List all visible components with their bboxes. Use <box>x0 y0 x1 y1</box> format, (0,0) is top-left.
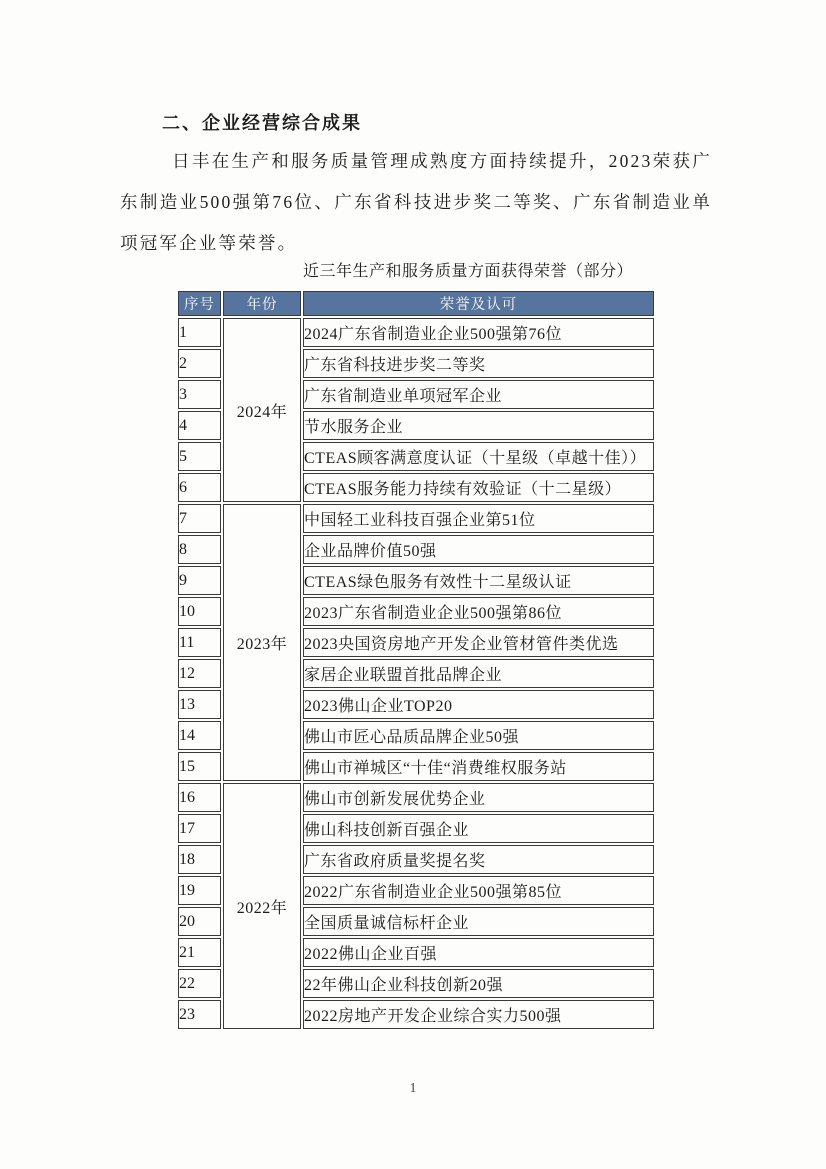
row-number-cell: 4 <box>178 411 221 440</box>
honor-cell: 企业品牌价值50强 <box>303 535 654 564</box>
row-number-cell: 1 <box>178 318 221 347</box>
year-cell: 2023年 <box>223 504 301 781</box>
section-heading: 二、企业经营综合成果 <box>162 113 362 133</box>
row-number-cell: 3 <box>178 380 221 409</box>
honor-cell: 广东省制造业单项冠军企业 <box>303 380 654 409</box>
honor-cell: 全国质量诚信标杆企业 <box>303 907 654 936</box>
row-number-cell: 14 <box>178 721 221 750</box>
honor-cell: 22年佛山企业科技创新20强 <box>303 969 654 998</box>
row-number-cell: 23 <box>178 1000 221 1029</box>
honor-cell: 佛山市禅城区“十佳“消费维权服务站 <box>303 752 654 781</box>
body-paragraph: 日丰在生产和服务质量管理成熟度方面持续提升，2023荣获广东制造业500强第76位、广东省科技进步奖二等奖、广东省制造业单项冠军企业等荣誉。 <box>120 151 712 253</box>
row-number-cell: 20 <box>178 907 221 936</box>
honor-cell: CTEAS顾客满意度认证（十星级（卓越十佳）） <box>303 442 654 471</box>
row-number-cell: 9 <box>178 566 221 595</box>
honor-cell: 2022佛山企业百强 <box>303 938 654 967</box>
column-header-honor: 荣誉及认可 <box>303 291 654 316</box>
honor-cell: 2024广东省制造业企业500强第76位 <box>303 318 654 347</box>
row-number-cell: 11 <box>178 628 221 657</box>
honor-cell: 2022广东省制造业企业500强第85位 <box>303 876 654 905</box>
honor-cell: CTEAS绿色服务有效性十二星级认证 <box>303 566 654 595</box>
honor-cell: 2023佛山企业TOP20 <box>303 690 654 719</box>
table-header-row <box>178 291 654 316</box>
row-number-cell: 12 <box>178 659 221 688</box>
honor-cell: CTEAS服务能力持续有效验证（十二星级） <box>303 473 654 502</box>
row-number-cell: 8 <box>178 535 221 564</box>
column-header-no: 序号 <box>178 291 221 316</box>
row-number-cell: 5 <box>178 442 221 471</box>
honor-cell: 2023央国资房地产开发企业管材管件类优选 <box>303 628 654 657</box>
row-number-cell: 13 <box>178 690 221 719</box>
row-number-cell: 7 <box>178 504 221 533</box>
row-number-cell: 6 <box>178 473 221 502</box>
honor-cell: 佛山科技创新百强企业 <box>303 814 654 843</box>
column-header-year: 年份 <box>223 291 301 316</box>
row-number-cell: 15 <box>178 752 221 781</box>
honor-cell: 节水服务企业 <box>303 411 654 440</box>
row-number-cell: 10 <box>178 597 221 626</box>
year-cell: 2022年 <box>223 783 301 1029</box>
honor-cell: 佛山市匠心品质品牌企业50强 <box>303 721 654 750</box>
row-number-cell: 2 <box>178 349 221 378</box>
row-number-cell: 16 <box>178 783 221 812</box>
honor-cell: 2023广东省制造业企业500强第86位 <box>303 597 654 626</box>
row-number-cell: 19 <box>178 876 221 905</box>
row-number-cell: 22 <box>178 969 221 998</box>
table-row <box>178 783 654 812</box>
page-number: 1 <box>409 1080 417 1095</box>
row-number-cell: 18 <box>178 845 221 874</box>
honors-table <box>176 289 656 1031</box>
honor-cell: 佛山市创新发展优势企业 <box>303 783 654 812</box>
honor-cell: 广东省政府质量奖提名奖 <box>303 845 654 874</box>
table-row <box>178 504 654 533</box>
honor-cell: 中国轻工业科技百强企业第51位 <box>303 504 654 533</box>
table-row <box>178 318 654 347</box>
honor-cell: 2022房地产开发企业综合实力500强 <box>303 1000 654 1029</box>
year-cell: 2024年 <box>223 318 301 502</box>
row-number-cell: 17 <box>178 814 221 843</box>
honor-cell: 广东省科技进步奖二等奖 <box>303 349 654 378</box>
honor-cell: 家居企业联盟首批品牌企业 <box>303 659 654 688</box>
table-title: 近三年生产和服务质量方面获得荣誉（部分） <box>303 263 634 280</box>
row-number-cell: 21 <box>178 938 221 967</box>
